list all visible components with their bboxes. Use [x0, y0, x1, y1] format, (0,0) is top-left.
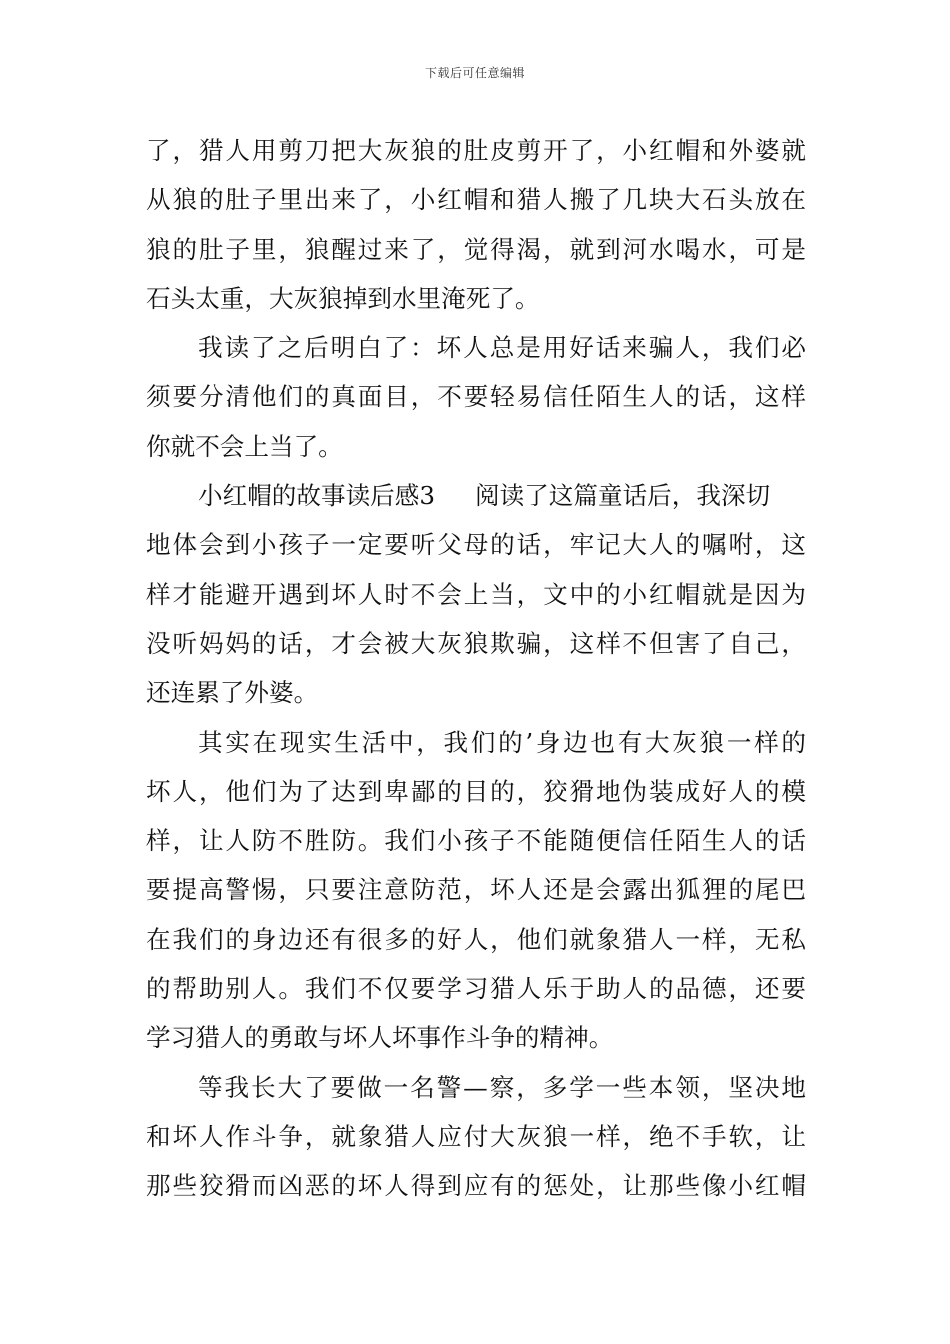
text-line: 等我长大了要做一名警—察，多学一些本领，坚决地 [198, 1072, 806, 1102]
text-line: 和坏人作斗争，就象猎人应付大灰狼一样，绝不手软，让 [146, 1121, 806, 1151]
text-line: 要提高警惕，只要注意防范，坏人还是会露出狐狸的尾巴 [146, 875, 806, 905]
text-line: 其实在现实生活中，我们的’身边也有大灰狼一样的 [198, 727, 806, 757]
text-line: 狼的肚子里，狼醒过来了，觉得渴，就到河水喝水，可是 [146, 234, 806, 264]
text-line: 在我们的身边还有很多的好人，他们就象猎人一样，无私 [146, 924, 806, 954]
text-line: 从狼的肚子里出来了，小红帽和猎人搬了几块大石头放在 [146, 185, 806, 215]
body-text [146, 126, 806, 1211]
text-line: 你就不会上当了。 [146, 431, 343, 461]
text-line: 我读了之后明白了：坏人总是用好话来骗人，我们必 [198, 333, 806, 363]
text-line: 学习猎人的勇敢与坏人坏事作斗争的精神。 [146, 1023, 614, 1053]
text-line: 了，猎人用剪刀把大灰狼的肚皮剪开了，小红帽和外婆就 [146, 136, 806, 165]
text-line: 那些狡猾而凶恶的坏人得到应有的惩处，让那些像小红帽 [146, 1171, 806, 1201]
text-line: 还连累了外婆。 [146, 678, 319, 708]
text-line: 的帮助别人。我们不仅要学习猎人乐于助人的品德，还要 [146, 974, 806, 1004]
paragraph-start: 阅读了这篇童话后，我深切 [475, 481, 771, 511]
text-line: 坏人，他们为了达到卑鄙的目的，狡猾地伪装成好人的模 [146, 776, 806, 806]
text-line: 样，让人防不胜防。我们小孩子不能随便信任陌生人的话 [146, 826, 806, 856]
text-line: 没听妈妈的话，才会被大灰狼欺骗，这样不但害了自己， [146, 628, 806, 658]
text-line: 地体会到小孩子一定要听父母的话，牢记大人的嘱咐，这 [146, 530, 806, 560]
section-title: 小红帽的故事读后感3 [198, 481, 435, 511]
text-line: 样才能避开遇到坏人时不会上当，文中的小红帽就是因为 [146, 579, 806, 609]
text-line-with-section-title [146, 471, 806, 520]
text-line: 须要分清他们的真面目，不要轻易信任陌生人的话，这样 [146, 382, 806, 412]
text-line: 石头太重，大灰狼掉到水里淹死了。 [146, 283, 540, 313]
page-header: 下载后可任意编辑 [424, 66, 525, 80]
